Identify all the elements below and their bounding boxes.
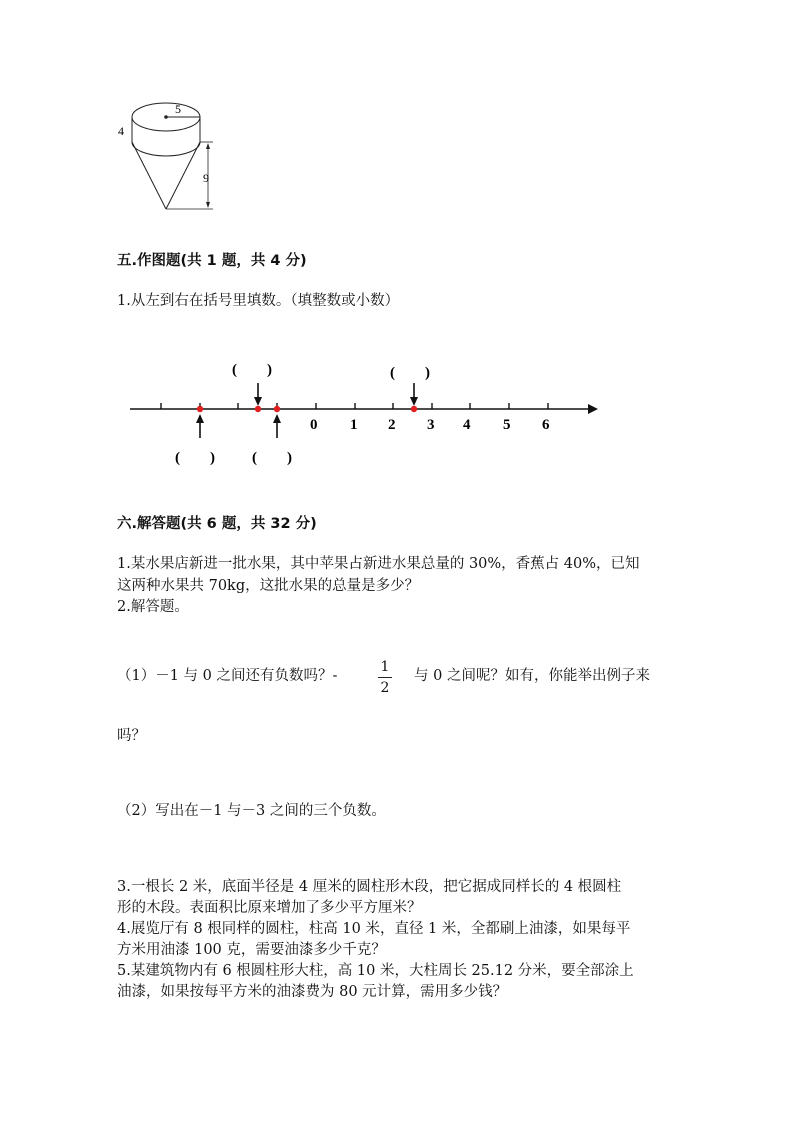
number-line-arrowhead bbox=[588, 404, 598, 414]
blank-below-c[interactable]: ( ) bbox=[252, 450, 292, 466]
q2-part1-c: 吗？ bbox=[117, 728, 146, 744]
point-a bbox=[197, 406, 203, 412]
q2-part1-a: （1）－1 与 0 之间还有负数吗？- bbox=[117, 668, 338, 684]
up-arrow-a-head bbox=[196, 414, 204, 423]
q3-line2: 形的木段。表面积比原来增加了多少平方厘米？ bbox=[117, 900, 422, 916]
tick-label: 5 bbox=[503, 417, 511, 433]
cone-right-side bbox=[166, 142, 200, 209]
tick-label: 6 bbox=[542, 417, 550, 433]
blank-below-a[interactable]: ( ) bbox=[175, 450, 215, 466]
blank-above-b[interactable]: ( ) bbox=[232, 362, 272, 378]
radius-label: 5 bbox=[175, 102, 181, 116]
point-c bbox=[274, 406, 280, 412]
down-arrow-b-head bbox=[254, 397, 262, 406]
blank-above-d[interactable]: ( ) bbox=[390, 365, 430, 381]
up-arrow-c-head bbox=[273, 414, 281, 423]
fraction-bar bbox=[378, 677, 392, 678]
cylinder-height-label: 4 bbox=[118, 124, 124, 138]
fraction-numerator: 1 bbox=[380, 659, 390, 675]
cylinder-bottom bbox=[132, 142, 200, 156]
arrow-down-head bbox=[206, 202, 210, 208]
cylinder-cone-figure bbox=[110, 90, 230, 220]
tick-label: 3 bbox=[427, 417, 435, 433]
down-arrow-d-head bbox=[410, 397, 418, 406]
q5-line1: 5.某建筑物内有 6 根圆柱形大柱，高 10 米，大柱周长 25.12 分米，要全部涂上 bbox=[117, 963, 634, 979]
section5-q1: 1.从左到右在括号里填数。（填整数或小数） bbox=[117, 293, 400, 309]
fraction-one-half bbox=[378, 659, 392, 696]
tick-label: 0 bbox=[310, 417, 318, 433]
section6-heading: 六.解答题(共 6 题，共 32 分) bbox=[117, 516, 317, 532]
section5-heading: 五.作图题(共 1 题，共 4 分) bbox=[117, 253, 307, 269]
q1-line1: 1.某水果店新进一批水果，其中苹果占新进水果总量的 30%，香蕉占 40%，已知 bbox=[117, 556, 640, 572]
point-b bbox=[255, 406, 261, 412]
cone-left-side bbox=[132, 142, 166, 209]
cone-height-label: 9 bbox=[203, 171, 209, 185]
q2-part1-b: 与 0 之间呢？如有，你能举出例子来 bbox=[414, 668, 650, 684]
q4-line2: 方米用油漆 100 克，需要油漆多少千克？ bbox=[117, 942, 386, 958]
q2-part2: （2）写出在－1 与－3 之间的三个负数。 bbox=[117, 803, 386, 819]
tick-label: 2 bbox=[388, 417, 396, 433]
q1-line2: 这两种水果共 70kg，这批水果的总量是多少？ bbox=[117, 578, 420, 594]
tick-label: 4 bbox=[463, 417, 471, 433]
tick-label: 1 bbox=[350, 417, 358, 433]
q3-line1: 3.一根长 2 米，底面半径是 4 厘米的圆柱形木段，把它据成同样长的 4 根圆柱 bbox=[117, 879, 622, 895]
point-d bbox=[411, 406, 417, 412]
q2-title: 2.解答题。 bbox=[117, 599, 189, 615]
arrow-up-head bbox=[206, 143, 210, 149]
number-line bbox=[120, 355, 610, 475]
q5-line2: 油漆，如果按每平方米的油漆费为 80 元计算，需用多少钱？ bbox=[117, 984, 508, 1000]
fraction-denominator: 2 bbox=[380, 680, 390, 696]
q4-line1: 4.展览厅有 8 根同样的圆柱，柱高 10 米，直径 1 米，全都刷上油漆，如果每平 bbox=[117, 921, 631, 937]
